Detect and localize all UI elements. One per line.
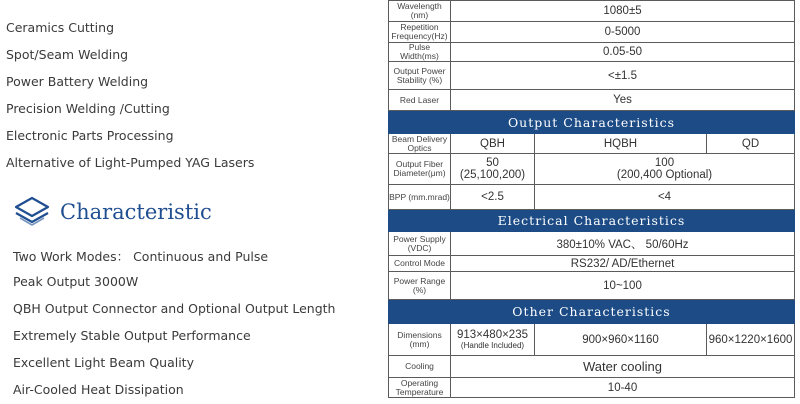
section-title: Other Characteristics: [389, 300, 795, 324]
feature-item: Air-Cooled Heat Dissipation: [13, 382, 184, 397]
feature-item: Two Work Modes： Continuous and Pulse: [13, 249, 269, 264]
characteristic-title: Characteristic: [60, 200, 212, 224]
spec-row: [389, 378, 795, 398]
spec-row: [389, 1, 795, 22]
feature-item: Extremely Stable Output Performance: [13, 328, 251, 343]
application-item: Precision Welding /Cutting: [6, 101, 170, 116]
dimension-value: 913×480×235: [457, 329, 528, 341]
feature-item: Peak Output 3000W: [13, 274, 139, 289]
left-panel: [0, 0, 380, 404]
spec-label: Control Mode: [389, 256, 451, 272]
spec-row: [389, 272, 795, 300]
spec-label: Beam Delivery Optics: [389, 134, 451, 154]
spec-value: <2.5: [451, 185, 535, 210]
spec-value: Water cooling: [451, 356, 795, 378]
spec-value: 0.05-50: [451, 43, 795, 62]
spec-value: [451, 324, 535, 356]
spec-label: Output Power Stability (%): [389, 62, 451, 90]
application-item: Spot/Seam Welding: [6, 47, 129, 62]
spec-value: 960×1220×1600: [707, 324, 795, 356]
layers-icon: [12, 196, 52, 228]
spec-value: <4: [535, 185, 795, 210]
spec-row: [389, 62, 795, 90]
section-header-output: [389, 111, 795, 134]
spec-label: Operating Temperature: [389, 378, 451, 398]
dimension-note: (Handle Included): [460, 341, 525, 350]
spec-row: [389, 356, 795, 378]
fiber-value-main: 50: [486, 157, 499, 169]
spec-label: Dimensions (mm): [389, 324, 451, 356]
fiber-value-main: 100: [654, 157, 675, 169]
spec-value: [451, 154, 535, 185]
spec-label: Red Laser: [389, 90, 451, 111]
spec-value: RS232/ AD/Ethernet: [451, 256, 795, 272]
application-item: Electronic Parts Processing: [6, 128, 174, 143]
spec-row: [389, 22, 795, 43]
spec-row: [389, 256, 795, 272]
spec-label: Output Fiber Diameter(μm): [389, 154, 451, 185]
spec-row: [389, 324, 795, 356]
spec-value: QBH: [451, 134, 535, 154]
spec-value: 10~100: [451, 272, 795, 300]
spec-label: Pulse Width(ms): [389, 43, 451, 62]
spec-row: [389, 232, 795, 256]
fiber-value-options: (25,100,200): [459, 169, 526, 181]
characteristic-heading: [12, 196, 212, 228]
spec-value: HQBH: [535, 134, 707, 154]
spec-row: [389, 185, 795, 210]
section-header-other: [389, 300, 795, 324]
section-title: Output Characteristics: [389, 111, 795, 134]
spec-table: [388, 0, 794, 398]
application-item: Ceramics Cutting: [6, 20, 115, 35]
spec-row: [389, 43, 795, 62]
spec-label: Repetition Frequency(Hz): [389, 22, 451, 43]
spec-label: Cooling: [389, 356, 451, 378]
spec-row: [389, 90, 795, 111]
spec-row: [389, 134, 795, 154]
feature-item: Excellent Light Beam Quality: [13, 355, 194, 370]
spec-label: Power Supply (VDC): [389, 232, 451, 256]
application-item: Alternative of Light-Pumped YAG Lasers: [6, 155, 255, 170]
spec-value: 0-5000: [451, 22, 795, 43]
spec-value: <±1.5: [451, 62, 795, 90]
spec-row: [389, 154, 795, 185]
spec-label: Power Range (%): [389, 272, 451, 300]
spec-label: Wavelength (nm): [389, 1, 451, 22]
spec-value: 10-40: [451, 378, 795, 398]
application-item: Power Battery Welding: [6, 74, 149, 89]
section-header-electrical: [389, 210, 795, 232]
spec-value: 380±10% VAC、 50/60Hz: [451, 232, 795, 256]
spec-value: Yes: [451, 90, 795, 111]
spec-value: 900×960×1160: [535, 324, 707, 356]
fiber-value-options: (200,400 Optional): [616, 169, 713, 181]
section-title: Electrical Characteristics: [389, 210, 795, 232]
spec-value: 1080±5: [451, 1, 795, 22]
spec-label: BPP (mm.mrad): [389, 185, 451, 210]
spec-value: [535, 154, 795, 185]
spec-value: QD: [707, 134, 795, 154]
feature-item: QBH Output Connector and Optional Output Length: [13, 301, 336, 316]
